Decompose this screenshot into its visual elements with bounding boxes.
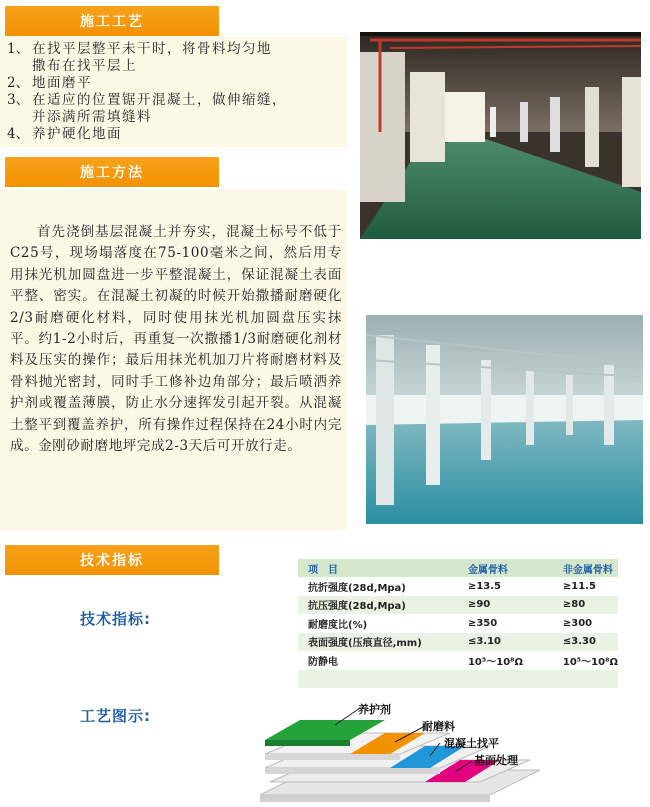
table-row: 抗压强度(28d,Mpa) ≥90 ≥80 <box>298 596 618 615</box>
layer-label-wear: 耐磨料 <box>422 720 455 733</box>
layer-label-leveling: 混凝土找平 <box>444 737 499 750</box>
layer-label-curing: 养护剂 <box>358 703 391 716</box>
step-1: 1、 在找平层整平未干时，将骨料均匀地 撒布在找平层上 <box>7 41 272 74</box>
specs-table <box>298 559 618 688</box>
method-paragraph: 首先浇倒基层混凝土并夯实，混凝土标号不低于C25号，现场塌落度在75-100毫米之间，然后用专用抹光机加圆盘进一步平整混凝土，保证混凝土表面平整、密实。在混凝土初凝的时候开始撒播耐磨硬化2/3耐磨硬化材料，同时使用抹光机加圆盘压实抹平。约1-2小时后，再重复一次撒播1/3耐磨硬化剂材料及压实的操作；最后用抹光机加刀片将耐磨材料及骨料抛光密封，同时手工修补边角部分；最后喷洒养护剂或覆盖薄膜，防止水分速挥发引起开裂。从混凝土整平到覆盖养护，所有操作过程保持在24小时内完成。金刚砂耐磨地坪完成2-3天后可开放行走。 <box>10 224 342 455</box>
table-row: 防静电 10⁵～10⁸Ω 10⁵～10⁸Ω <box>298 651 618 670</box>
diagram-label: 工艺图示: <box>80 707 151 725</box>
table-blank-row <box>298 670 618 688</box>
layer-label-base: 基面处理 <box>474 754 518 767</box>
hall-photo <box>366 315 643 524</box>
garage-photo <box>360 32 641 239</box>
table-row: 抗折强度(28d,Mpa) ≥13.5 ≥11.5 <box>298 577 618 596</box>
process-steps <box>7 41 343 143</box>
section-header-method: 施工方法 <box>5 157 219 187</box>
specs-label: 技术指标: <box>80 610 151 628</box>
table-row: 表面强度(压痕直径,mm) ≤3.10 ≤3.30 <box>298 633 618 652</box>
section-header-specs: 技术指标 <box>5 545 219 575</box>
step-4: 4、 养护硬化地面 <box>7 126 122 142</box>
table-header-row: 项 目 金属骨料 非金属骨料 <box>298 559 618 577</box>
step-3: 3、 在适应的位置锯开混凝土，做伸缩缝， 并添满所需填缝料 <box>7 92 287 125</box>
table-row: 耐磨度比(%) ≥350 ≥300 <box>298 614 618 633</box>
section-header-process: 施工工艺 <box>5 6 219 36</box>
step-2: 2、 地面磨平 <box>7 75 92 91</box>
